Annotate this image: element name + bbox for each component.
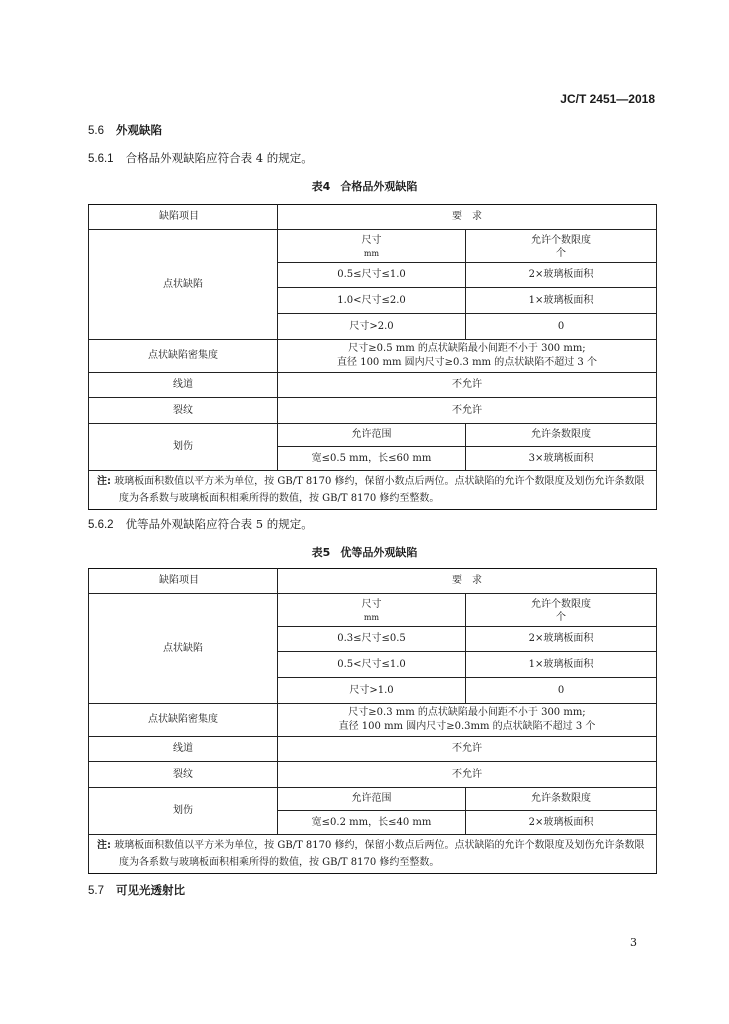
table5-note <box>89 835 657 874</box>
size-header: 尺寸 mm <box>278 230 466 263</box>
row-label-line: 线道 <box>89 373 278 398</box>
header-defect-item: 缺陷项目 <box>89 205 278 230</box>
density-line: 直径 100 mm 圆内尺寸≥0.3mm 的点状缺陷不超过 3 个 <box>338 721 596 732</box>
scratch-range-header: 允许范围 <box>278 424 466 447</box>
scratch-range-value: 宽≤0.2 mm，长≤40 mm <box>278 811 466 835</box>
note-label: 注: <box>97 840 111 851</box>
density-value <box>278 340 657 373</box>
row-label-spot-defect: 点状缺陷 <box>89 594 278 704</box>
scratch-count-value: 3×玻璃板面积 <box>466 447 657 471</box>
scratch-range-value: 宽≤0.5 mm，长≤60 mm <box>278 447 466 471</box>
spot-allow-cell: 2×玻璃板面积 <box>466 627 657 652</box>
row-label-crack: 裂纹 <box>89 398 278 424</box>
table-title: 优等品外观缺陷 <box>340 546 418 559</box>
header-defect-item: 缺陷项目 <box>89 569 278 594</box>
section-heading-5-7 <box>88 882 185 898</box>
clause-5-6-2 <box>88 516 313 532</box>
size-unit: mm <box>363 248 380 258</box>
spot-size-cell: 0.5<尺寸≤1.0 <box>278 652 466 678</box>
scratch-count-header: 允许条数限度 <box>466 788 657 811</box>
spot-size-cell: 尺寸>2.0 <box>278 314 466 340</box>
allow-header: 允许个数限度 个 <box>466 594 657 627</box>
spot-allow-cell: 1×玻璃板面积 <box>466 652 657 678</box>
table-number: 表4 <box>311 180 331 193</box>
spot-size-cell: 1.0<尺寸≤2.0 <box>278 288 466 314</box>
row-label-density: 点状缺陷密集度 <box>89 704 278 737</box>
scratch-count-header: 允许条数限度 <box>466 424 657 447</box>
row-label-scratch: 划伤 <box>89 788 278 835</box>
standard-number: JC/T 2451—2018 <box>560 92 655 106</box>
row-label-crack: 裂纹 <box>89 762 278 788</box>
allow-unit: 个 <box>556 611 566 623</box>
row-label-scratch: 划伤 <box>89 424 278 471</box>
line-value: 不允许 <box>278 737 657 762</box>
section-title: 可见光透射比 <box>116 883 185 897</box>
spot-allow-cell: 2×玻璃板面积 <box>466 263 657 288</box>
row-label-density: 点状缺陷密集度 <box>89 340 278 373</box>
density-value <box>278 704 657 737</box>
clause-5-6-1 <box>88 150 313 166</box>
spot-size-cell: 0.3≤尺寸≤0.5 <box>278 627 466 652</box>
section-number: 5.7 <box>88 885 104 897</box>
table4 <box>88 204 657 510</box>
table-number: 表5 <box>311 546 331 559</box>
spot-allow-cell: 1×玻璃板面积 <box>466 288 657 314</box>
table5 <box>88 568 657 874</box>
scratch-range-header: 允许范围 <box>278 788 466 811</box>
row-label-spot-defect: 点状缺陷 <box>89 230 278 340</box>
clause-number: 5.6.1 <box>88 153 114 165</box>
line-value: 不允许 <box>278 373 657 398</box>
spot-size-cell: 0.5≤尺寸≤1.0 <box>278 263 466 288</box>
section-heading-5-6 <box>88 122 162 138</box>
page-number: 3 <box>630 936 637 949</box>
density-line: 尺寸≥0.3 mm 的点状缺陷最小间距不小于 300 mm; <box>348 707 586 718</box>
allow-header: 允许个数限度 个 <box>466 230 657 263</box>
density-line: 直径 100 mm 圆内尺寸≥0.3 mm 的点状缺陷不超过 3 个 <box>337 357 597 368</box>
density-line: 尺寸≥0.5 mm 的点状缺陷最小间距不小于 300 mm; <box>348 343 586 354</box>
section-number: 5.6 <box>88 125 104 137</box>
section-title: 外观缺陷 <box>116 123 162 137</box>
size-header: 尺寸 mm <box>278 594 466 627</box>
spot-allow-cell: 0 <box>466 314 657 340</box>
allow-unit: 个 <box>556 247 566 259</box>
size-unit: mm <box>363 612 380 622</box>
header-requirement: 要 求 <box>278 569 657 594</box>
note-text: 玻璃板面积数值以平方米为单位，按 GB/T 8170 修约，保留小数点后两位。点状缺陷的允许个数限度及划伤允许条数限度为各系数与玻璃板面积相乘所得的数值，按 GB/T 8170 修约至整数。 <box>114 476 645 504</box>
table-title: 合格品外观缺陷 <box>340 180 418 193</box>
row-label-line: 线道 <box>89 737 278 762</box>
clause-text: 合格品外观缺陷应符合表 4 的规定。 <box>125 151 313 165</box>
table4-note <box>89 471 657 510</box>
note-label: 注: <box>97 476 111 487</box>
crack-value: 不允许 <box>278 398 657 424</box>
spot-size-cell: 尺寸>1.0 <box>278 678 466 704</box>
scratch-count-value: 2×玻璃板面积 <box>466 811 657 835</box>
clause-number: 5.6.2 <box>88 519 114 531</box>
spot-allow-cell: 0 <box>466 678 657 704</box>
crack-value: 不允许 <box>278 762 657 788</box>
table4-caption <box>0 178 729 194</box>
table5-caption <box>0 544 729 560</box>
note-text: 玻璃板面积数值以平方米为单位，按 GB/T 8170 修约，保留小数点后两位。点状缺陷的允许个数限度及划伤允许条数限度为各系数与玻璃板面积相乘所得的数值，按 GB/T 8170 修约至整数。 <box>114 840 645 868</box>
clause-text: 优等品外观缺陷应符合表 5 的规定。 <box>125 517 313 531</box>
header-requirement: 要 求 <box>278 205 657 230</box>
